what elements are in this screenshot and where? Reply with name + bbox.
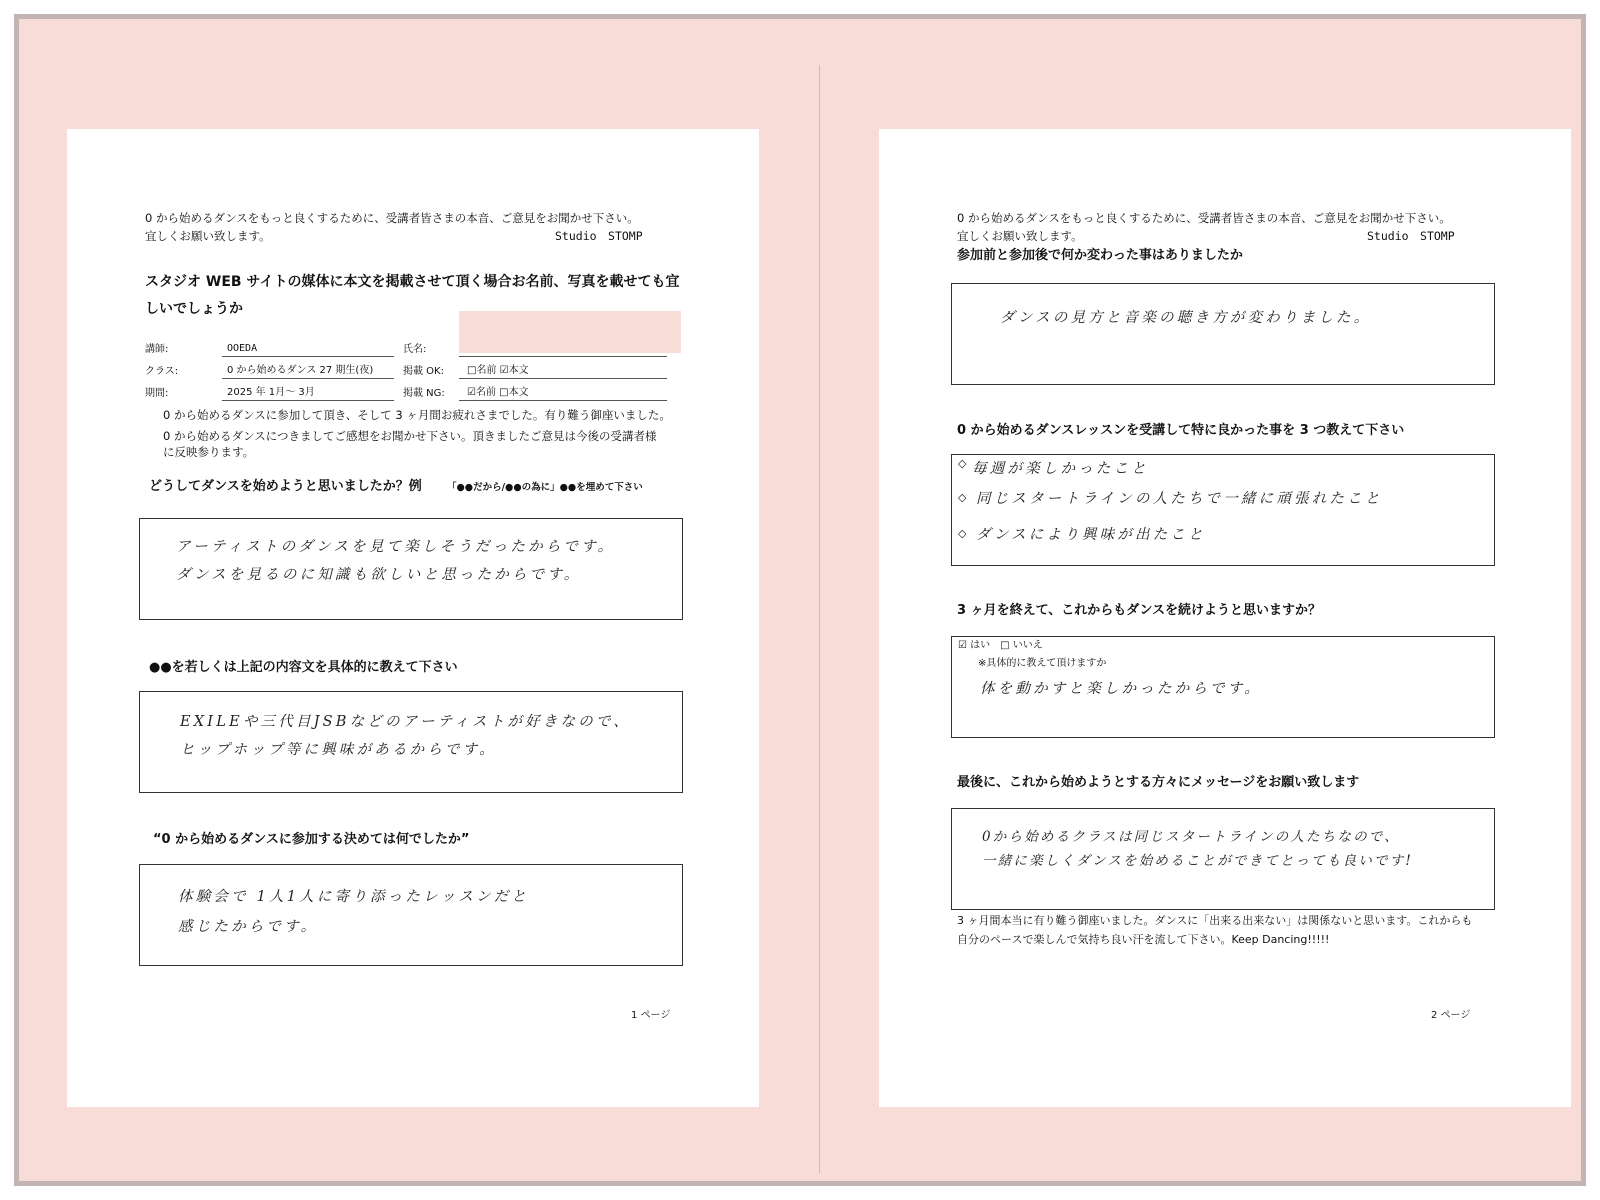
answer-5-item-1: 毎週が楽しかったこと: [972, 461, 1149, 477]
class-value: 0 から始めるダンス 27 期生(夜): [227, 365, 374, 376]
background-frame: [14, 14, 1586, 1186]
intro-line-3: に反映参ります。: [163, 445, 255, 459]
header-line-2-p2: 宜しくお願い致します。: [957, 229, 1083, 243]
publish-ok-label: 掲載 OK:: [403, 366, 444, 377]
diamond-bullet-icon: ◇: [958, 457, 967, 470]
name-label: 氏名:: [403, 344, 427, 355]
publish-ng-label: 掲載 NG:: [403, 388, 445, 399]
answer-5-item-3: ダンスにより興味が出たこと: [976, 527, 1206, 543]
page-number-1: 1 ページ: [631, 1010, 671, 1021]
question-1: どうしてダンスを始めようと思いましたか？例: [149, 479, 422, 494]
answer-1-line-2: ダンスを見るのに知識も欲しいと思ったからです。: [176, 567, 582, 583]
closing-line-2: 自分のペースで楽しんで気持ち良い汗を流して下さい。Keep Dancing!!!!!: [957, 933, 1330, 946]
header-line-1: 0 から始めるダンスをもっと良くするために、受講者皆さまの本音、ご意見をお聞かせ下さい。: [145, 211, 639, 225]
studio-name-p2: Studio STOMP: [1367, 229, 1455, 243]
name-underline: [459, 356, 667, 357]
diamond-bullet-icon: ◇: [958, 491, 967, 504]
question-5: 0 から始めるダンスレッスンを受講して特に良かった事を 3 つ教えて下さい: [957, 423, 1405, 438]
period-label: 期間:: [145, 388, 169, 399]
survey-page-2: [879, 129, 1571, 1107]
period-value: 2025 年 1月～ 3月: [227, 387, 315, 398]
question-2: ●●を若しくは上記の内容文を具体的に教えて下さい: [149, 660, 458, 675]
intro-line-1: 0 から始めるダンスに参加して頂き、そして 3 ヶ月間お疲れさまでした。有り難う御座いました。: [163, 408, 671, 422]
page-number-2: 2 ページ: [1431, 1010, 1471, 1021]
answer-box-1: [139, 518, 683, 620]
answer-box-6: [951, 636, 1495, 738]
answer-4: ダンスの見方と音楽の聴き方が変わりました。: [1000, 310, 1372, 326]
class-label: クラス:: [145, 366, 179, 377]
closing-line-1: 3 ヶ月間本当に有り難う御座いました。ダンスに「出来る出来ない」は関係ないと思います。これからも: [957, 914, 1473, 927]
name-redaction: [459, 311, 681, 353]
intro-line-2: 0 から始めるダンスにつきましてご感想をお聞かせ下さい。頂きましたご意見は今後の受講者様: [163, 429, 657, 443]
answer-7-line-1: 0から始めるクラスは同じスタートラインの人たちなので、: [982, 829, 1400, 845]
instructor-underline: [222, 356, 394, 357]
answer-box-4: [951, 283, 1495, 385]
header-line-2: 宜しくお願い致します。: [145, 229, 271, 243]
answer-6: 体を動かすと楽しかったからです。: [980, 681, 1262, 697]
publish-ng-underline: [459, 400, 667, 401]
header-line-1-p2: 0 から始めるダンスをもっと良くするために、受講者皆さまの本音、ご意見をお聞かせ下さい。: [957, 211, 1451, 225]
period-underline: [222, 400, 394, 401]
answer-box-7: [951, 808, 1495, 910]
class-underline: [222, 378, 394, 379]
answer-3-line-2: 感じたからです。: [178, 919, 319, 935]
publish-ok-value: □名前 ☑本文: [467, 365, 529, 376]
question-7: 最後に、これから始めようとする方々にメッセージをお願い致します: [957, 775, 1360, 790]
diamond-bullet-icon: ◇: [958, 527, 967, 540]
publish-ng-value: ☑名前 □本文: [467, 387, 529, 398]
instructor-value: OOEDA: [227, 343, 258, 354]
answer-3-line-1: 体験会で 1人1人に寄り添ったレッスンだと: [178, 889, 530, 905]
publication-title-line-1: スタジオ WEB サイトの媒体に本文を掲載させて頂く場合お名前、写真を載せても宜: [145, 274, 680, 290]
answer-box-2: [139, 691, 683, 793]
studio-name: Studio STOMP: [555, 229, 643, 243]
question-6: 3 ヶ月を終えて、これからもダンスを続けようと思いますか？: [957, 603, 1322, 618]
answer-5-item-2: 同じスタートラインの人たちで一緒に頑張れたこと: [976, 491, 1383, 507]
center-divider: [819, 65, 820, 1173]
answer-7-line-2: 一緒に楽しくダンスを始めることができてとっても良いです!: [982, 853, 1413, 869]
instructor-label: 講師:: [145, 344, 169, 355]
answer-1-line-1: アーティストのダンスを見て楽しそうだったからです。: [176, 539, 616, 555]
question-4: 参加前と参加後で何か変わった事はありましたか: [957, 248, 1243, 263]
publish-ok-underline: [459, 378, 667, 379]
publication-title-line-2: しいでしょうか: [145, 301, 243, 317]
question-3: “0 から始めるダンスに参加する決めては何でしたか”: [153, 832, 470, 847]
survey-page-1: [67, 129, 759, 1107]
specific-note: ※具体的に教えて頂けますか: [978, 658, 1107, 669]
answer-2-line-1: EXILEや三代目JSBなどのアーティストが好きなので、: [180, 714, 631, 730]
answer-2-line-2: ヒップホップ等に興味があるからです。: [180, 742, 497, 758]
answer-box-5: [951, 454, 1495, 566]
answer-box-3: [139, 864, 683, 966]
continue-options: ☑ はい □ いいえ: [958, 640, 1043, 651]
question-1-hint: 「●●だから/●●の為に」●●を埋めて下さい: [447, 482, 643, 493]
